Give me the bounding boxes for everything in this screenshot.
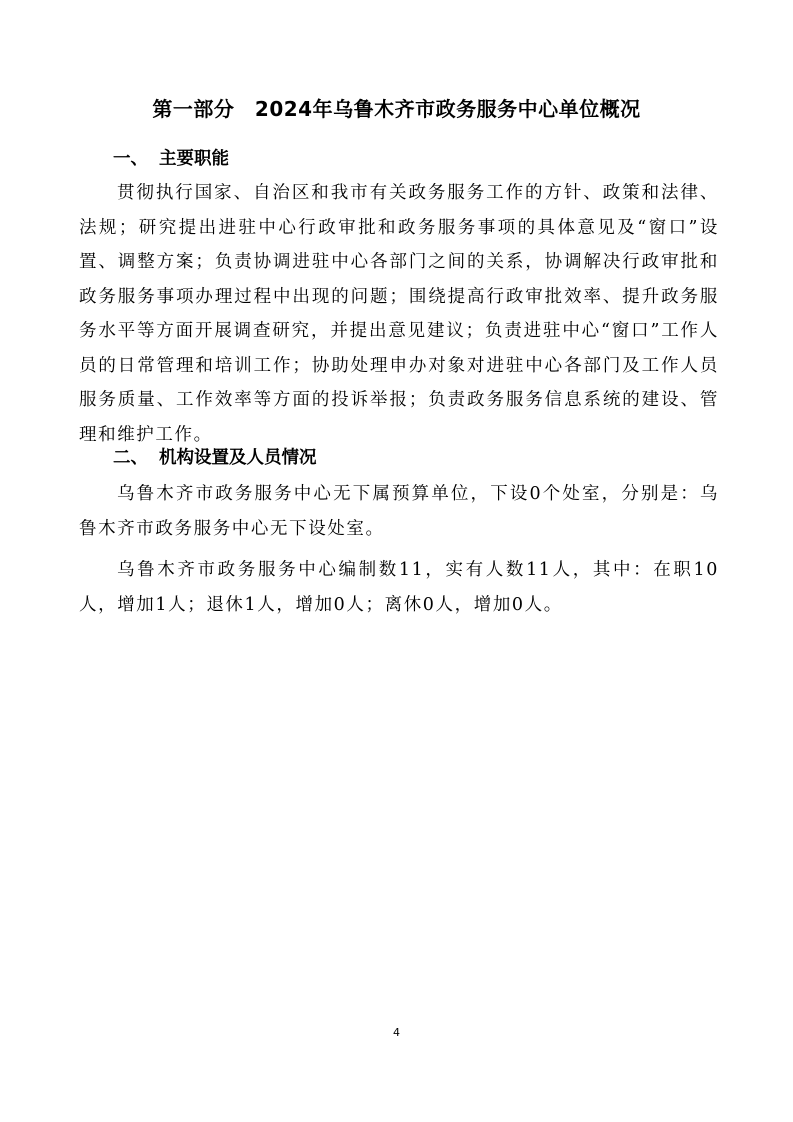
paragraph-staffing: 乌鲁木齐市政务服务中心编制数11，实有人数11人，其中：在职10人，增加1人；退休1人，增加0人；离休0人，增加0人。	[79, 560, 719, 615]
section-heading-organization	[113, 445, 317, 471]
section-heading-text: 机构设置及人员情况	[159, 448, 317, 468]
section-heading-functions	[113, 146, 229, 172]
section-heading-text: 主要职能	[159, 149, 229, 169]
page-number: 4	[393, 1026, 400, 1039]
paragraph-organization: 乌鲁木齐市政务服务中心无下属预算单位，下设0个处室，分别是：乌鲁木齐市政务服务中心无下设处室。	[79, 484, 719, 539]
section-number: 二、	[113, 448, 148, 468]
section-number: 一、	[113, 149, 148, 169]
page-title: 第一部分 2024年乌鲁木齐市政务服务中心单位概况	[152, 97, 641, 121]
paragraph-functions: 贯彻执行国家、自治区和我市有关政务服务工作的方针、政策和法律、法规；研究提出进驻中心行政审批和政务服务事项的具体意见及“窗口”设置、调整方案；负责协调进驻中心各部门之间的关系，协调解决行政审批和政务服务事项办理过程中出现的问题；围绕提高行政审批效率、提升政务服务水平等方面开展调查研究，并提出意见建议；负责进驻中心“窗口”工作人员的日常管理和培训工作；协助处理申办对象对进驻中心各部门及工作人员服务质量、工作效率等方面的投诉举报；负责政务服务信息系统的建设、管理和维护工作。	[79, 183, 719, 445]
